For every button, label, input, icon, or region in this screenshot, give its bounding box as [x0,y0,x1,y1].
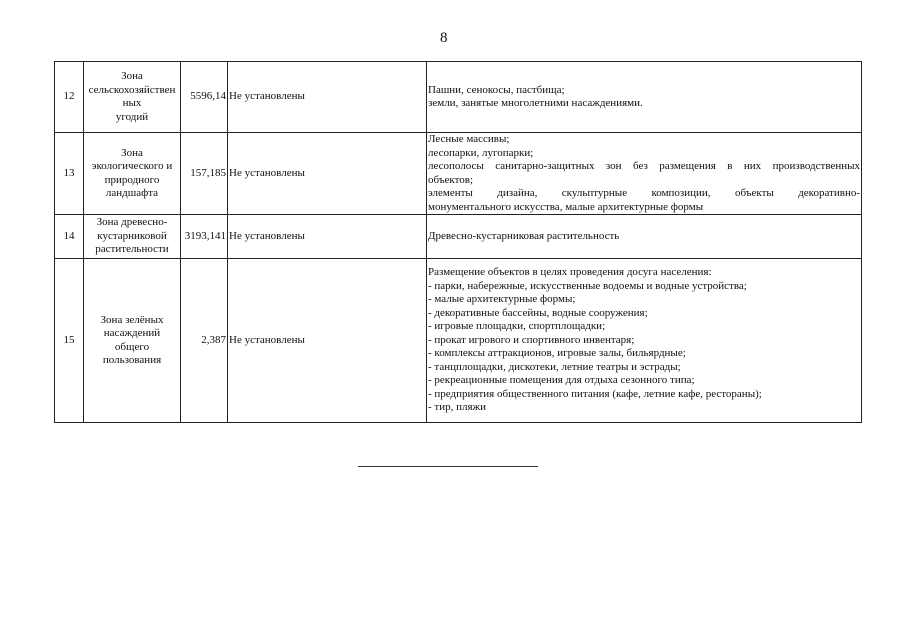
zone-uses [427,215,862,259]
end-of-document-rule [358,466,538,467]
zone-limits: Не установлены [228,133,427,215]
zone-name-line: угодий [115,110,149,123]
use-line: Древесно-кустарниковая растительность [428,229,620,242]
zone-name-line: Зона древесно- [96,216,168,229]
zone-name [84,133,181,215]
zone-name-line: кустарниковой [97,229,167,242]
zone-name-line: растительности [95,243,169,256]
zone-name-line: Зона зелёных [100,313,164,326]
use-line: - предприятия общественного питания (кафе, летние кафе, рестораны); [428,387,762,400]
row-number: 15 [55,259,84,423]
use-line: - комплексы аттракционов, игровые залы, бильярдные; [428,347,686,360]
zone-name [84,62,181,133]
zone-name-line: природного [104,173,160,186]
zone-name-line: ландшафта [105,187,159,199]
use-line: лесопарки, лугопарки; [428,146,534,159]
zone-area: 2,387 [181,259,228,423]
use-line: Лесные массивы; [428,133,510,145]
zones-table [54,61,862,423]
zone-name-line: Зона [121,146,143,159]
zone-name-line: пользования [102,354,162,366]
use-line: Пашни, сенокосы, пастбища; [428,83,565,96]
use-line: - рекреационные помещения для отдыха сезонного типа; [428,374,695,387]
page-number: 8 [440,30,448,46]
table-row [55,62,862,133]
zone-name-line: ных [122,97,142,109]
zone-area: 157,185 [181,133,228,215]
use-line: - декоративные бассейны, водные сооружения; [428,306,648,319]
zone-name [84,259,181,423]
row-number: 12 [55,62,84,133]
zone-limits: Не установлены [228,215,427,259]
zone-area: 3193,141 [181,215,228,259]
zone-uses [427,62,862,133]
zone-name-line: общего [114,340,150,353]
row-number: 14 [55,215,84,259]
zone-limits: Не установлены [228,62,427,133]
use-line: - тир, пляжи [428,401,487,414]
zone-name-line: экологического и [91,160,173,172]
use-line: земли, занятые многолетними насаждениями. [428,97,643,109]
zone-uses [427,133,862,215]
zone-name-line: насаждений [103,327,161,339]
use-line: объектов; [428,173,474,186]
use-line: - прокат игрового и спортивного инвентаря; [428,333,635,346]
use-line: - игровые площадки, спортплощадки; [428,320,606,333]
zone-limits: Не установлены [228,259,427,423]
use-line: монументального искусства, малые архитектурные формы [428,200,704,213]
row-number: 13 [55,133,84,215]
table-row [55,133,862,215]
table-row [55,215,862,259]
use-line: элементы дизайна, скульптурные композиции, объекты декоративно- [428,187,860,199]
use-line: - танцплощадки, дискотеки, летние театры и эстрады; [428,360,681,373]
use-line: - парки, набережные, искусственные водоемы и водные устройства; [428,279,747,292]
zone-area: 5596,14 [181,62,228,133]
zone-uses [427,259,862,423]
zone-name-line: Зона [121,70,143,82]
use-line: лесополосы санитарно-защитных зон без размещения в них производственных [428,160,860,172]
zone-name-line: сельскохозяйствен [88,83,176,96]
table-row [55,259,862,423]
use-line: Размещение объектов в целях проведения досуга населения: [428,266,712,279]
zone-name [84,215,181,259]
use-line: - малые архитектурные формы; [428,293,576,306]
